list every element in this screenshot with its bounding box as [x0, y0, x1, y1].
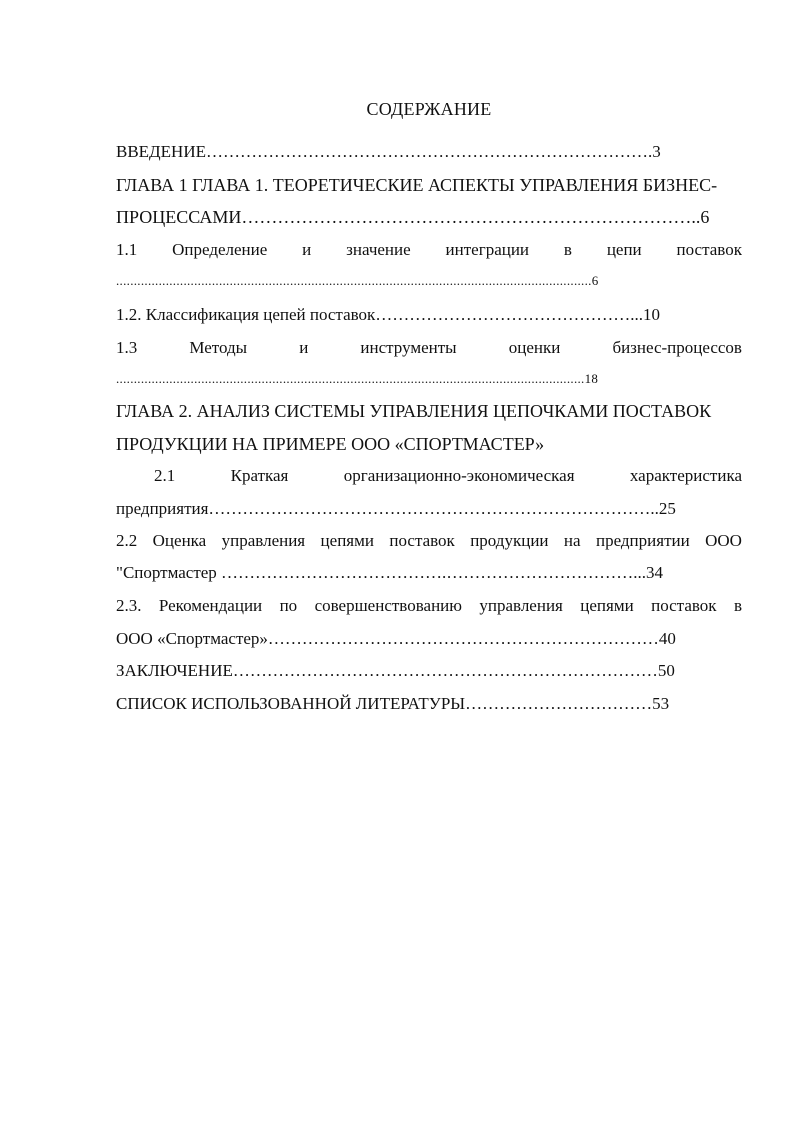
toc-word: 1.3 [116, 338, 138, 357]
toc-entry-chapter-2-line-1: ГЛАВА 2. АНАЛИЗ СИСТЕМЫ УПРАВЛЕНИЯ ЦЕПОЧКАМИ ПОСТАВОК [116, 401, 712, 421]
toc-word: 2.2 [116, 531, 138, 550]
toc-word: предприятии [595, 531, 690, 550]
toc-word: цепями [580, 596, 634, 615]
toc-word: поставок [676, 240, 742, 259]
toc-entry-2-1-line-1 [154, 465, 742, 487]
toc-entry-conclusion: ЗАКЛЮЧЕНИЕ…………………………………………………………………50 [116, 661, 675, 680]
toc-word: Определение [172, 240, 268, 259]
toc-entry-2-3-line-2: ООО «Спортмастер»……………………………………………………………40 [116, 629, 676, 648]
toc-word: управления [479, 596, 563, 615]
toc-entry-2-2-line-1 [116, 530, 742, 552]
toc-word: Рекомендации [158, 596, 263, 615]
toc-entry-2-3-line-1 [116, 595, 742, 617]
toc-word: поставок [389, 531, 455, 550]
toc-word: цепями [320, 531, 374, 550]
toc-title: СОДЕРЖАНИЕ [366, 99, 492, 119]
toc-word: в [563, 240, 572, 259]
toc-word: организационно-экономическая [343, 466, 575, 485]
toc-entry-chapter-2-line-2: ПРОДУКЦИИ НА ПРИМЕРЕ ООО «СПОРТМАСТЕР» [116, 434, 545, 454]
toc-word: инструменты [360, 338, 457, 357]
toc-word: и [299, 338, 309, 357]
toc-word: в [733, 596, 742, 615]
toc-word: интеграции [445, 240, 530, 259]
toc-word: по [279, 596, 298, 615]
toc-word: оценки [508, 338, 561, 357]
toc-word: Краткая [230, 466, 289, 485]
toc-word: 2.1 [154, 466, 176, 485]
toc-word: значение [346, 240, 411, 259]
toc-entry-1-1-line-2: ......................................................................................................................................6 [116, 273, 599, 288]
toc-word: на [563, 531, 581, 550]
toc-entry-introduction: ВВЕДЕНИЕ…………………………………………………………………….3 [116, 142, 661, 161]
toc-entry-1-3-line-1 [116, 337, 742, 359]
toc-entry-chapter-1-line-2: ПРОЦЕССАМИ…………………………………………………………………..6 [116, 207, 710, 227]
toc-entry-2-2-line-2: "Спортмастер ………………………………….……………………………...34 [116, 563, 664, 582]
toc-word: цепи [606, 240, 642, 259]
toc-entry-1-3-line-2: ....................................................................................................................................18 [116, 371, 599, 386]
toc-word: бизнес-процессов [612, 338, 742, 357]
toc-word: 2.3. [116, 596, 142, 615]
toc-entry-1-2: 1.2. Классификация цепей поставок………………………………………...10 [116, 305, 661, 324]
toc-word: характеристика [629, 466, 742, 485]
toc-word: управления [221, 531, 306, 550]
toc-entry-chapter-1-line-1: ГЛАВА 1 ГЛАВА 1. ТЕОРЕТИЧЕСКИЕ АСПЕКТЫ УПРАВЛЕНИЯ БИЗНЕС- [116, 175, 718, 195]
toc-entry-1-1-line-1 [116, 239, 742, 261]
toc-word: поставок [651, 596, 717, 615]
toc-entry-2-1-line-2: предприятия……………………………………………………………………..25 [116, 499, 676, 518]
toc-word: продукции [470, 531, 549, 550]
toc-entry-references: СПИСОК ИСПОЛЬЗОВАННОЙ ЛИТЕРАТУРЫ……………………………53 [116, 694, 670, 713]
toc-word: и [302, 240, 312, 259]
toc-word: 1.1 [116, 240, 138, 259]
toc-word: совершенствованию [314, 596, 462, 615]
toc-word: ООО [705, 531, 742, 550]
toc-word: Оценка [152, 531, 207, 550]
toc-word: Методы [189, 338, 248, 357]
